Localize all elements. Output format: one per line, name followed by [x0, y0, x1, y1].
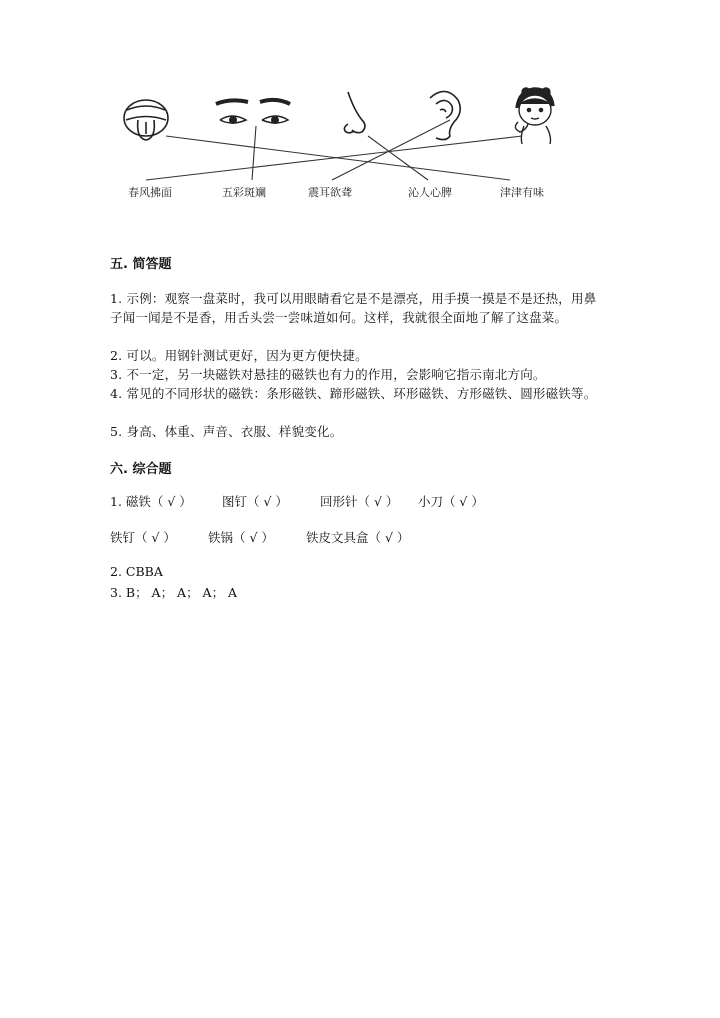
mouth-tongue-icon — [124, 100, 168, 140]
eyes-icon — [216, 100, 290, 124]
label-qinren: 沁人心脾 — [408, 186, 452, 199]
magnet-row-1 — [110, 492, 484, 510]
item-pencilcase: 铁皮文具盒（ √ ） — [305, 530, 410, 545]
label-chunfeng: 春风拂面 — [128, 186, 172, 199]
section6-title: 六. 综合题 — [110, 462, 172, 477]
item-paperclip: 回形针（ √ ） — [319, 494, 399, 509]
item-pot: 铁锅（ √ ） — [207, 530, 274, 545]
magnet-row-2 — [110, 528, 409, 546]
answer-4: 4. 常见的不同形状的磁铁：条形磁铁、蹄形磁铁、环形磁铁、方形磁铁、圆形磁铁等。 — [110, 386, 597, 401]
matching-lines — [146, 120, 522, 180]
nose-icon — [344, 92, 365, 133]
answer-2: 2. 可以。用钢针测试更好，因为更方便快捷。 — [110, 348, 368, 363]
answer-6-3: 3. B； A； A； A； A — [110, 585, 238, 600]
item-magnet: 1. 磁铁（ √ ） — [110, 494, 192, 509]
section5-title: 五. 简答题 — [110, 257, 172, 272]
item-pushpin: 图钉（ √ ） — [221, 494, 288, 509]
answer-1: 1. 示例：观察一盘菜时，我可以用眼睛看它是不是漂亮，用手摸一摸是不是还热，用鼻子闻一闻是不是香，用舌头尝一尝味道如何。这样，我就很全面地了解了这盘菜。 — [110, 291, 597, 325]
ear-icon — [430, 91, 460, 139]
label-zhener: 震耳欲聋 — [308, 186, 352, 199]
item-knife: 小刀（ √ ） — [417, 494, 484, 509]
answer-6-2: 2. CBBA — [110, 564, 163, 579]
label-jinjin: 津津有味 — [500, 186, 544, 199]
item-nail: 铁钉（ √ ） — [110, 530, 176, 545]
senses-matching-figure — [110, 80, 570, 210]
answer-5: 5. 身高、体重、声音、衣服、样貌变化。 — [110, 424, 343, 439]
label-wucai: 五彩斑斓 — [222, 186, 266, 199]
answer-3: 3. 不一定，另一块磁铁对悬挂的磁铁也有力的作用，会影响它指示南北方向。 — [110, 367, 546, 382]
